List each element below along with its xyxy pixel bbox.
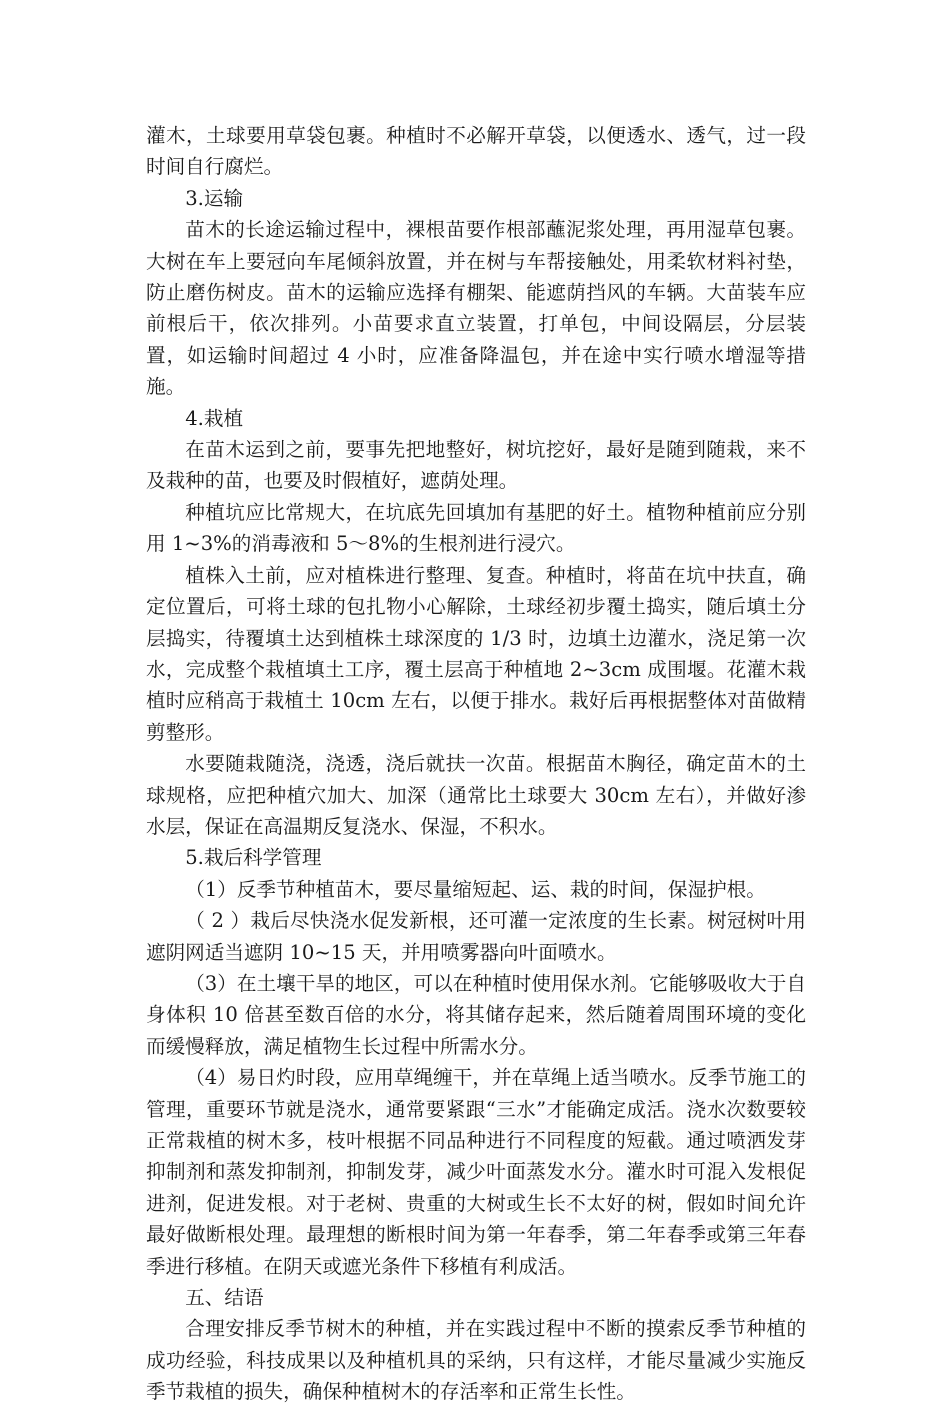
section-heading-conclusion: 五、结语 — [185, 1286, 264, 1310]
paragraph-planting-watering: 水要随栽随浇，浇透，浇后就扶一次苗。根据苗木胸径，确定苗木的土球规格，应把种植穴加大、加深（通常比土球要大 30cm 左右），并做好渗水层，保证在高温期反复浇水、保湿，不积水。 — [146, 752, 806, 838]
paragraph-management-2: （ 2 ）栽后尽快浇水促发新根，还可灌一定浓度的生长素。树冠树叶用遮阴网适当遮阴 10~15 天，并用喷雾器向叶面喷水。 — [146, 909, 806, 964]
paragraph-management-4: （4）易日灼时段，应用草绳缠干，并在草绳上适当喷水。反季节施工的管理，重要环节就是浇水，通常要紧跟“三水”才能确定成活。浇水次数要较正常栽植的树木多，枝叶根据不同品种进行不同程度的短截。通过喷洒发芽抑制剂和蒸发抑制剂，抑制发芽，减少叶面蒸发水分。灌水时可混入发根促进剂，促进发根。对于老树、贵重的大树或生长不太好的树，假如时间允许最好做断根处理。最理想的断根时间为第一年春季，第二年春季或第三年春季进行移植。在阴天或遮光条件下移植有利成活。 — [146, 1066, 806, 1278]
document-body — [146, 120, 806, 1408]
paragraph-management-3: （3）在土壤干旱的地区，可以在种植时使用保水剂。它能够吸收大于自身体积 10 倍甚至数百倍的水分，将其储存起来，然后随着周围环境的变化而缓慢释放，满足植物生长过程中所需水分。 — [146, 971, 806, 1058]
paragraph-continuation: 灌木，土球要用草袋包裹。种植时不必解开草袋，以便透水、透气，过一段时间自行腐烂。 — [146, 124, 806, 179]
section-heading-transport: 3.运输 — [185, 186, 244, 210]
paragraph-transport: 苗木的长途运输过程中，裸根苗要作根部蘸泥浆处理，再用湿草包裹。大树在车上要冠向车尾倾斜放置，并在树与车帮接触处，用柔软材料衬垫，防止磨伤树皮。苗木的运输应选择有棚架、能遮荫挡风的车辆。大苗装车应前根后干，依次排列。小苗要求直立装置，打单包，中间设隔层，分层装置，如运输时间超过 4 小时，应准备降温包，并在途中实行喷水增湿等措施。 — [146, 218, 806, 399]
section-heading-planting: 4.栽植 — [185, 406, 244, 430]
paragraph-planting-pit: 种植坑应比常规大，在坑底先回填加有基肥的好土。植物种植前应分别用 1~3%的消毒液和 5～8%的生根剂进行浸穴。 — [146, 500, 806, 556]
paragraph-management-1: （1）反季节种植苗木，要尽量缩短起、运、栽的时间，保湿护根。 — [185, 877, 766, 901]
paragraph-planting-prep: 在苗木运到之前，要事先把地整好，树坑挖好，最好是随到随栽，来不及栽种的苗，也要及时假植好，遮荫处理。 — [146, 438, 806, 493]
paragraph-conclusion: 合理安排反季节树木的种植，并在实践过程中不断的摸索反季节种植的成功经验，科技成果以及种植机具的采纳，只有这样，才能尽量减少实施反季节栽植的损失，确保种植树木的存活率和正常生长性。 — [146, 1317, 806, 1404]
paragraph-planting-procedure: 植株入土前，应对植株进行整理、复查。种植时，将苗在坑中扶直，确定位置后，可将土球的包扎物小心解除，土球经初步覆土捣实，随后填土分层捣实，待覆填土达到植株土球深度的 1/3 时，边填土边灌水，浇足第一次水，完成整个栽植填土工序，覆土层高于种植地 2~3cm 成围堰。花灌木栽植时应稍高于栽植土 10cm 左右，以便于排水。栽好后再根据整体对苗做精剪整形。 — [146, 563, 806, 744]
section-heading-management: 5.栽后科学管理 — [185, 846, 322, 870]
